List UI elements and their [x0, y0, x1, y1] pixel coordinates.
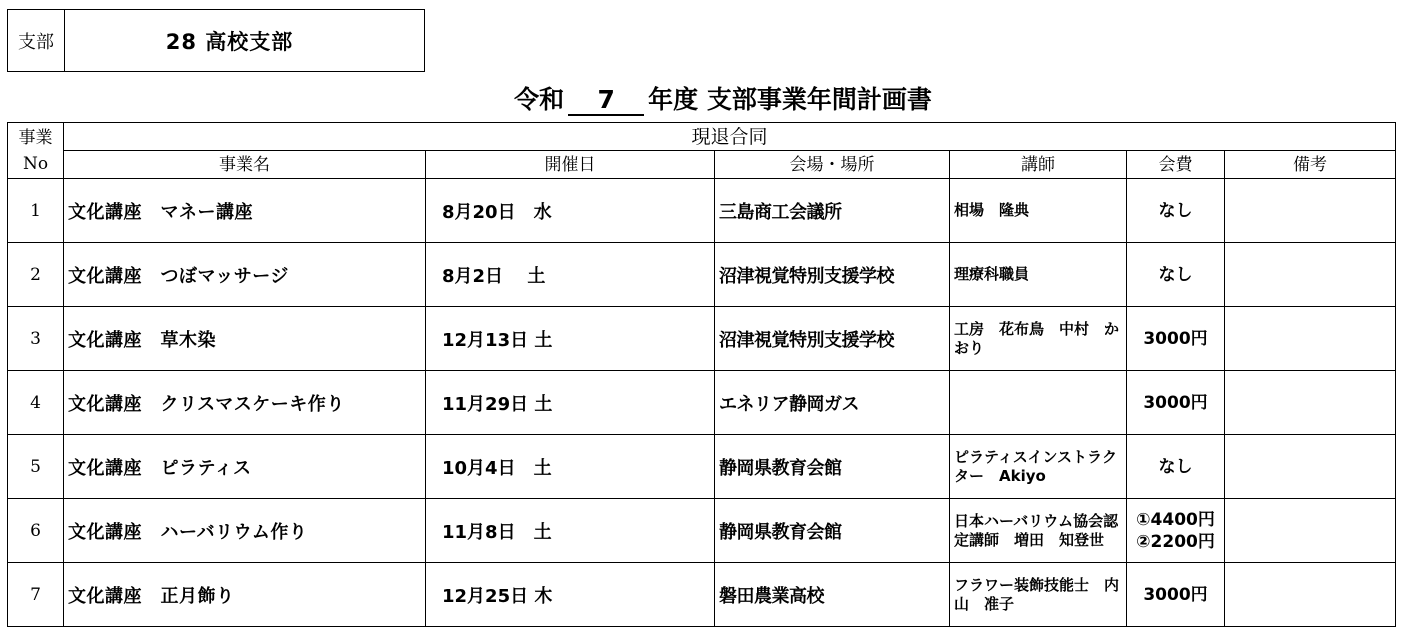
- cell-note: [1225, 179, 1396, 243]
- cell-no: 4: [8, 371, 64, 435]
- cell-date: 12月25日 木: [426, 563, 715, 627]
- branch-value: 28 高校支部: [165, 29, 294, 54]
- no-header: [8, 123, 64, 179]
- cell-no: 2: [8, 243, 64, 307]
- cell-date: 10月4日 土: [426, 435, 715, 499]
- cell-venue: 静岡県教育会館: [715, 499, 950, 563]
- cell-note: [1225, 563, 1396, 627]
- table-row: [8, 243, 1396, 307]
- cell-venue: 静岡県教育会館: [715, 435, 950, 499]
- col-header-lecturer: 講師: [950, 151, 1127, 179]
- col-header-fee: 会費: [1127, 151, 1225, 179]
- document-title: [0, 80, 1406, 120]
- title-year: 7: [568, 86, 644, 116]
- cell-fee: 3000円: [1127, 563, 1225, 627]
- col-header-name: 事業名: [64, 151, 426, 179]
- cell-note: [1225, 499, 1396, 563]
- cell-note: [1225, 435, 1396, 499]
- cell-no: 7: [8, 563, 64, 627]
- cell-fee: なし: [1127, 179, 1225, 243]
- cell-name: 文化講座 つぼマッサージ: [64, 243, 426, 307]
- cell-note: [1225, 371, 1396, 435]
- no-header-bottom: No: [22, 153, 49, 174]
- branch-box: [7, 9, 425, 72]
- cell-fee: なし: [1127, 243, 1225, 307]
- cell-lecturer: 日本ハーバリウム協会認定講師 増田 知登世: [950, 499, 1127, 563]
- table-row: [8, 435, 1396, 499]
- cell-note: [1225, 243, 1396, 307]
- cell-no: 1: [8, 179, 64, 243]
- cell-no: 3: [8, 307, 64, 371]
- cell-fee: なし: [1127, 435, 1225, 499]
- cell-lecturer: [950, 371, 1127, 435]
- table-row: [8, 307, 1396, 371]
- cell-fee: ①4400円 ②2200円: [1127, 499, 1225, 563]
- title-suffix: 年度 支部事業年間計画書: [648, 85, 932, 114]
- col-header-venue: 会場・場所: [715, 151, 950, 179]
- cell-date: 8月20日 水: [426, 179, 715, 243]
- cell-note: [1225, 307, 1396, 371]
- cell-date: 12月13日 土: [426, 307, 715, 371]
- cell-name: 文化講座 マネー講座: [64, 179, 426, 243]
- cell-venue: 沼津視覚特別支援学校: [715, 243, 950, 307]
- cell-name: 文化講座 草木染: [64, 307, 426, 371]
- group-header: 現退合同: [64, 123, 1396, 151]
- plan-table: [7, 122, 1396, 627]
- cell-date: 11月29日 土: [426, 371, 715, 435]
- table-row: [8, 499, 1396, 563]
- table-row: [8, 371, 1396, 435]
- cell-venue: 三島商工会議所: [715, 179, 950, 243]
- table-row: [8, 563, 1396, 627]
- col-header-date: 開催日: [426, 151, 715, 179]
- cell-lecturer: 工房 花布鳥 中村 かおり: [950, 307, 1127, 371]
- cell-no: 5: [8, 435, 64, 499]
- col-header-note: 備考: [1225, 151, 1396, 179]
- cell-fee: 3000円: [1127, 307, 1225, 371]
- cell-lecturer: 相場 隆典: [950, 179, 1127, 243]
- cell-name: 文化講座 ピラティス: [64, 435, 426, 499]
- cell-lecturer: 理療科職員: [950, 243, 1127, 307]
- cell-name: 文化講座 ハーバリウム作り: [64, 499, 426, 563]
- cell-fee: 3000円: [1127, 371, 1225, 435]
- cell-venue: 沼津視覚特別支援学校: [715, 307, 950, 371]
- branch-label: 支部: [8, 10, 65, 71]
- cell-name: 文化講座 正月飾り: [64, 563, 426, 627]
- cell-lecturer: ピラティスインストラクター Akiyo: [950, 435, 1127, 499]
- cell-lecturer: フラワー装飾技能士 内山 准子: [950, 563, 1127, 627]
- cell-no: 6: [8, 499, 64, 563]
- cell-venue: エネリア静岡ガス: [715, 371, 950, 435]
- cell-venue: 磐田農業高校: [715, 563, 950, 627]
- cell-name: 文化講座 クリスマスケーキ作り: [64, 371, 426, 435]
- no-header-top: 事業: [18, 127, 53, 148]
- cell-date: 11月8日 土: [426, 499, 715, 563]
- table-row: [8, 179, 1396, 243]
- title-prefix: 令和: [514, 85, 565, 114]
- cell-date: 8月2日 土: [426, 243, 715, 307]
